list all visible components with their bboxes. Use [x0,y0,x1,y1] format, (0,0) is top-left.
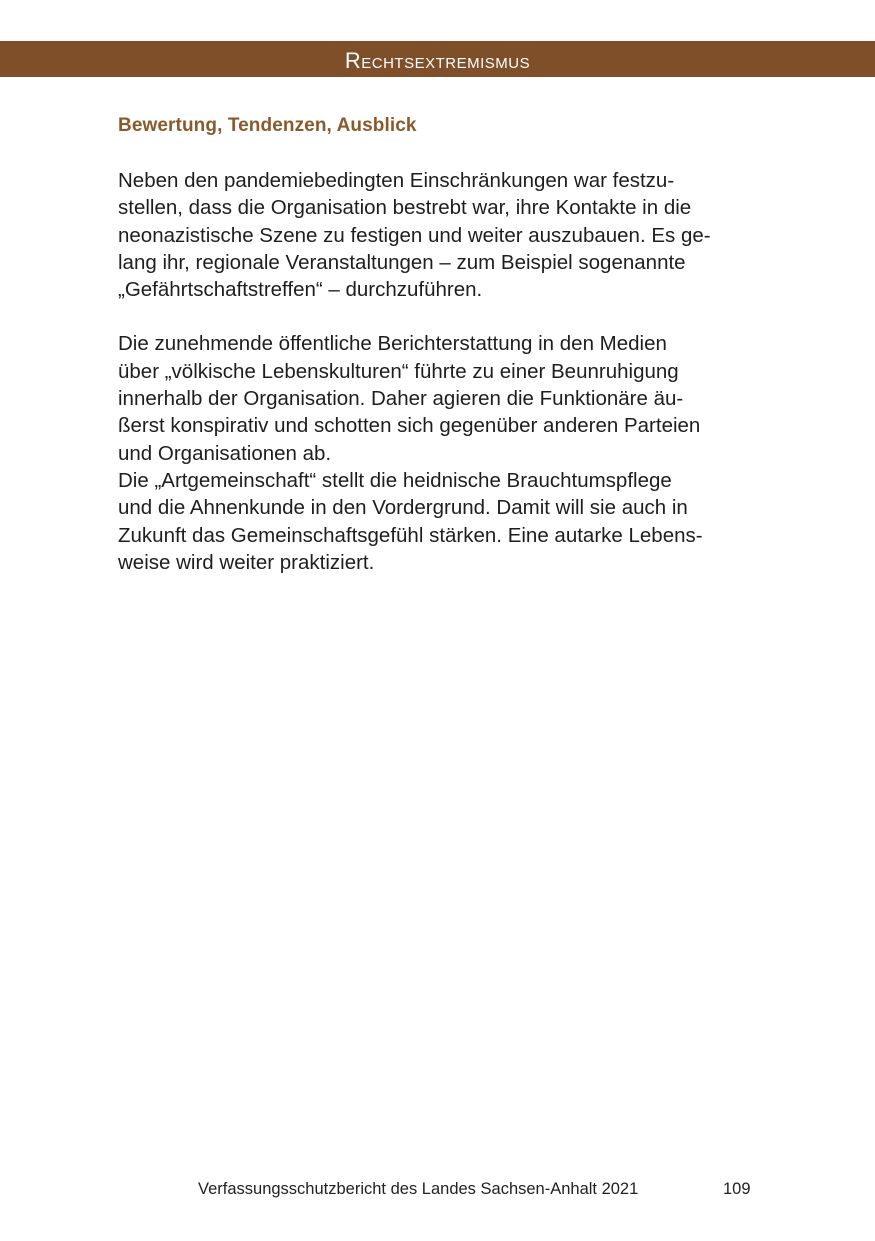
page-number: 109 [723,1180,751,1198]
page-footer [0,1180,875,1206]
paragraph-1: Neben den pandemiebedingten Einschränkungen war festzu- stellen, dass die Organisation bestrebt war, ihre Kontakte in die neonazistische Szene zu festigen und weiter auszubauen. Es ge- lang ihr, regionale Veranstaltungen – zum Beispiel sogenannte „Gefährtschaftstreffen“ – durchzuführen. [118,169,711,302]
chapter-header-bar [0,41,875,77]
paragraph-2: Die zunehmende öffentliche Berichterstattung in den Medien über „völkische Lebenskulturen“ führte zu einer Beunruhigung innerhalb der Organisation. Daher agieren die Funktionäre äu- ßerst konspirativ und schotten sich gegenüber anderen Parteien und Organisationen ab. [118,332,701,465]
footer-publication-title: Verfassungsschutzbericht des Landes Sachsen-Anhalt 2021 [198,1180,639,1198]
section-heading: Bewertung, Tendenzen, Ausblick [118,115,417,136]
chapter-title: Rechtsextremismus [344,47,531,73]
main-content [118,112,758,576]
paragraph-3: Die „Artgemeinschaft“ stellt die heidnische Brauchtumspflege und die Ahnenkunde in den Vordergrund. Damit will sie auch in Zukunft das Gemeinschaftsgefühl stärken. Eine autarke Lebens- weise wird weiter praktiziert. [118,468,703,574]
